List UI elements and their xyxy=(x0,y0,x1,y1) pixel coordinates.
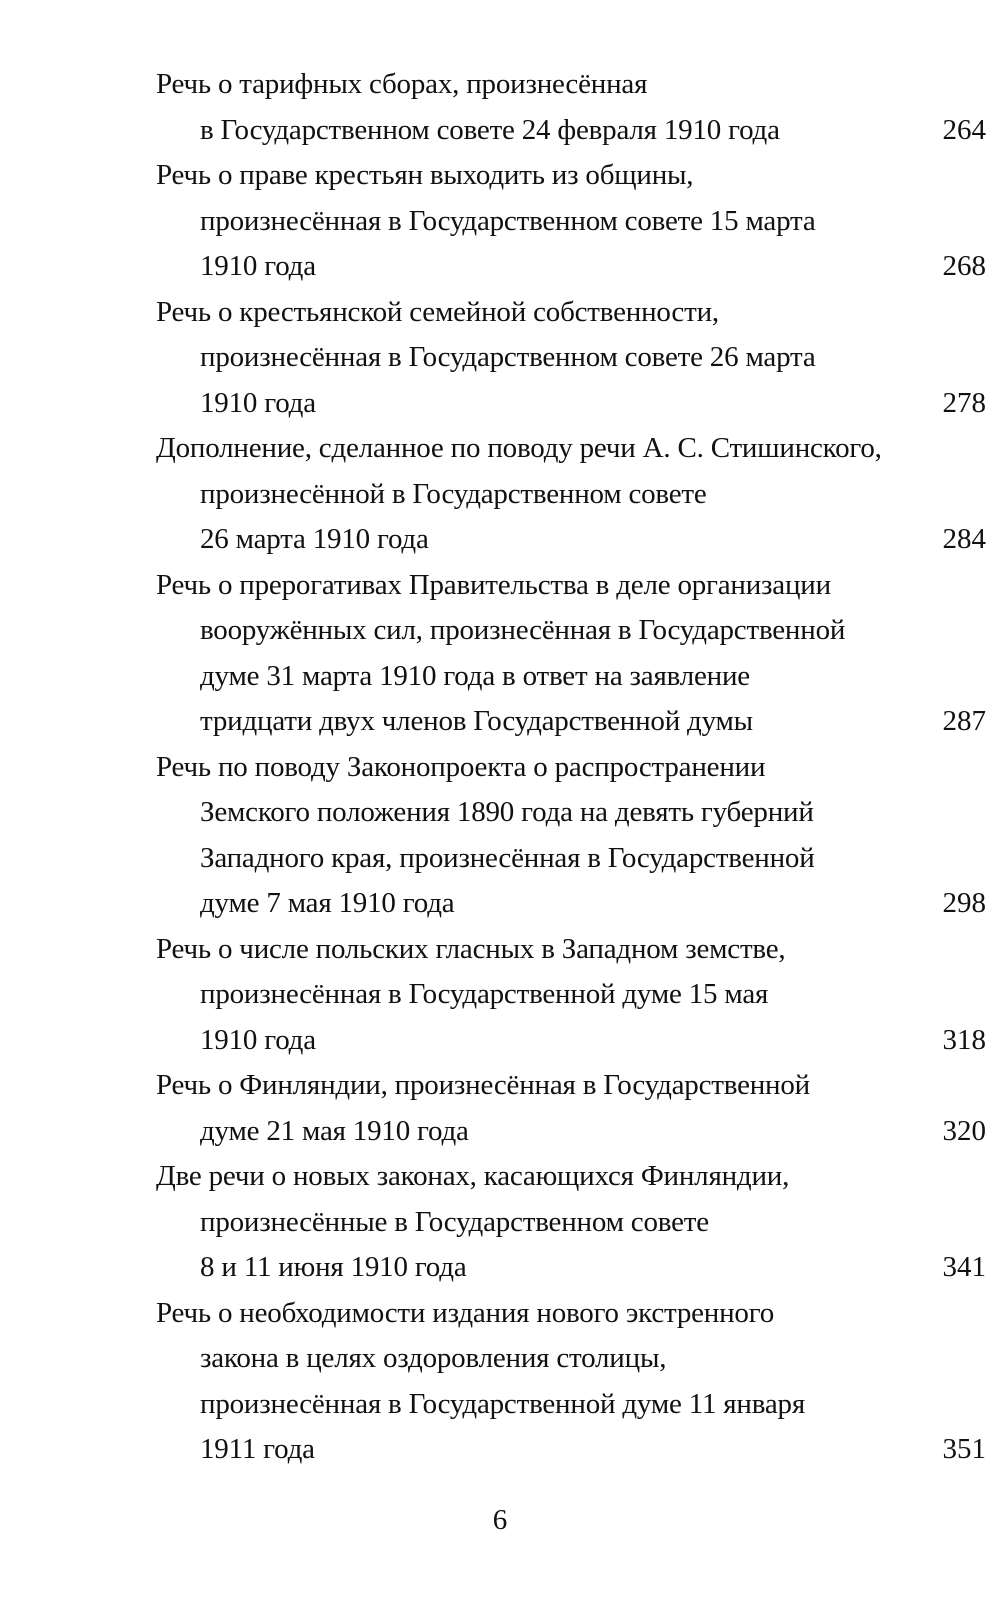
toc-entry-title-line: думе 7 мая 1910 года xyxy=(200,887,455,919)
toc-entry-title-line: Речь о праве крестьян выходить из общины, xyxy=(156,159,694,191)
toc-entry-title-line: 1910 года xyxy=(200,386,316,419)
toc-entry-title-line: Речь о крестьянской семейной собственности, xyxy=(156,295,719,328)
toc-entry-title-line: произнесённая в Государственной думе 11 января xyxy=(200,1387,805,1420)
toc-entry-title-line: 8 и 11 июня 1910 года xyxy=(200,1251,467,1283)
toc-entry-title-line: в Государственном совете 24 февраля 1910 года xyxy=(200,113,780,146)
toc-entry-title-line: Речь о прерогативах Правительства в деле организации xyxy=(156,568,831,601)
toc-page-number: 351 xyxy=(942,1433,986,1465)
toc-page-number: 298 xyxy=(942,887,986,919)
toc-entry xyxy=(156,290,986,427)
toc-page-number: 278 xyxy=(942,386,986,419)
table-of-contents xyxy=(156,62,986,1473)
toc-entry-title-line: Речь о Финляндии, произнесённая в Государственной xyxy=(156,1069,810,1101)
toc-entry-title-line: произнесённая в Государственном совете 26 марта xyxy=(200,341,816,373)
toc-entry-title-line: Две речи о новых законах, касающихся Финляндии, xyxy=(156,1160,790,1192)
page-folio-number: 6 xyxy=(492,1504,508,1536)
toc-page-number: 318 xyxy=(942,1023,986,1056)
toc-entry-title-line: Речь по поводу Законопроекта о распространении xyxy=(156,750,766,783)
toc-entry-title-line: произнесённая в Государственном совете 15 марта xyxy=(200,204,816,237)
toc-entry xyxy=(156,745,986,927)
toc-page-number: 268 xyxy=(942,250,986,282)
toc-page-number: 264 xyxy=(942,113,986,146)
toc-entry xyxy=(156,563,986,745)
toc-entry-title-line: думе 31 марта 1910 года в ответ на заявление xyxy=(200,659,750,692)
toc-entry xyxy=(156,927,986,1064)
toc-entry-title-line: произнесённой в Государственном совете xyxy=(200,477,707,510)
toc-entry-title-line: 1911 года xyxy=(200,1433,315,1465)
toc-entry-title-line: Дополнение, сделанное по поводу речи А. С. Стишинского, xyxy=(156,432,882,464)
toc-entry xyxy=(156,426,986,563)
toc-entry-title-line: Земского положения 1890 года на девять губерний xyxy=(200,796,814,828)
toc-entry-title-line: 1910 года xyxy=(200,1023,316,1056)
toc-entry-title-line: произнесённая в Государственной думе 15 мая xyxy=(200,978,769,1010)
toc-page-number: 284 xyxy=(942,523,986,555)
toc-entry-title-line: Западного края, произнесённая в Государственной xyxy=(200,841,815,874)
toc-entry-title-line: Речь о тарифных сборах, произнесённая xyxy=(156,68,648,100)
toc-entry xyxy=(156,153,986,290)
toc-entry-title-line: тридцати двух членов Государственной думы xyxy=(200,705,753,737)
toc-page-number: 320 xyxy=(942,1114,986,1147)
toc-page-number: 341 xyxy=(942,1251,986,1283)
toc-entry-title-line: закона в целях оздоровления столицы, xyxy=(200,1342,667,1374)
toc-entry xyxy=(156,1291,986,1473)
toc-entry-title-line: Речь о числе польских гласных в Западном земстве, xyxy=(156,932,786,965)
toc-entry-title-line: 1910 года xyxy=(200,250,316,282)
toc-entry xyxy=(156,62,986,153)
toc-page-number: 287 xyxy=(942,705,986,737)
toc-entry-title-line: 26 марта 1910 года xyxy=(200,523,429,555)
toc-entry-title-line: вооружённых сил, произнесённая в Государственной xyxy=(200,614,846,646)
toc-entry-title-line: думе 21 мая 1910 года xyxy=(200,1114,469,1147)
toc-entry xyxy=(156,1154,986,1291)
toc-entry-title-line: произнесённые в Государственном совете xyxy=(200,1205,709,1238)
toc-entry xyxy=(156,1063,986,1154)
toc-entry-title-line: Речь о необходимости издания нового экстренного xyxy=(156,1296,775,1329)
